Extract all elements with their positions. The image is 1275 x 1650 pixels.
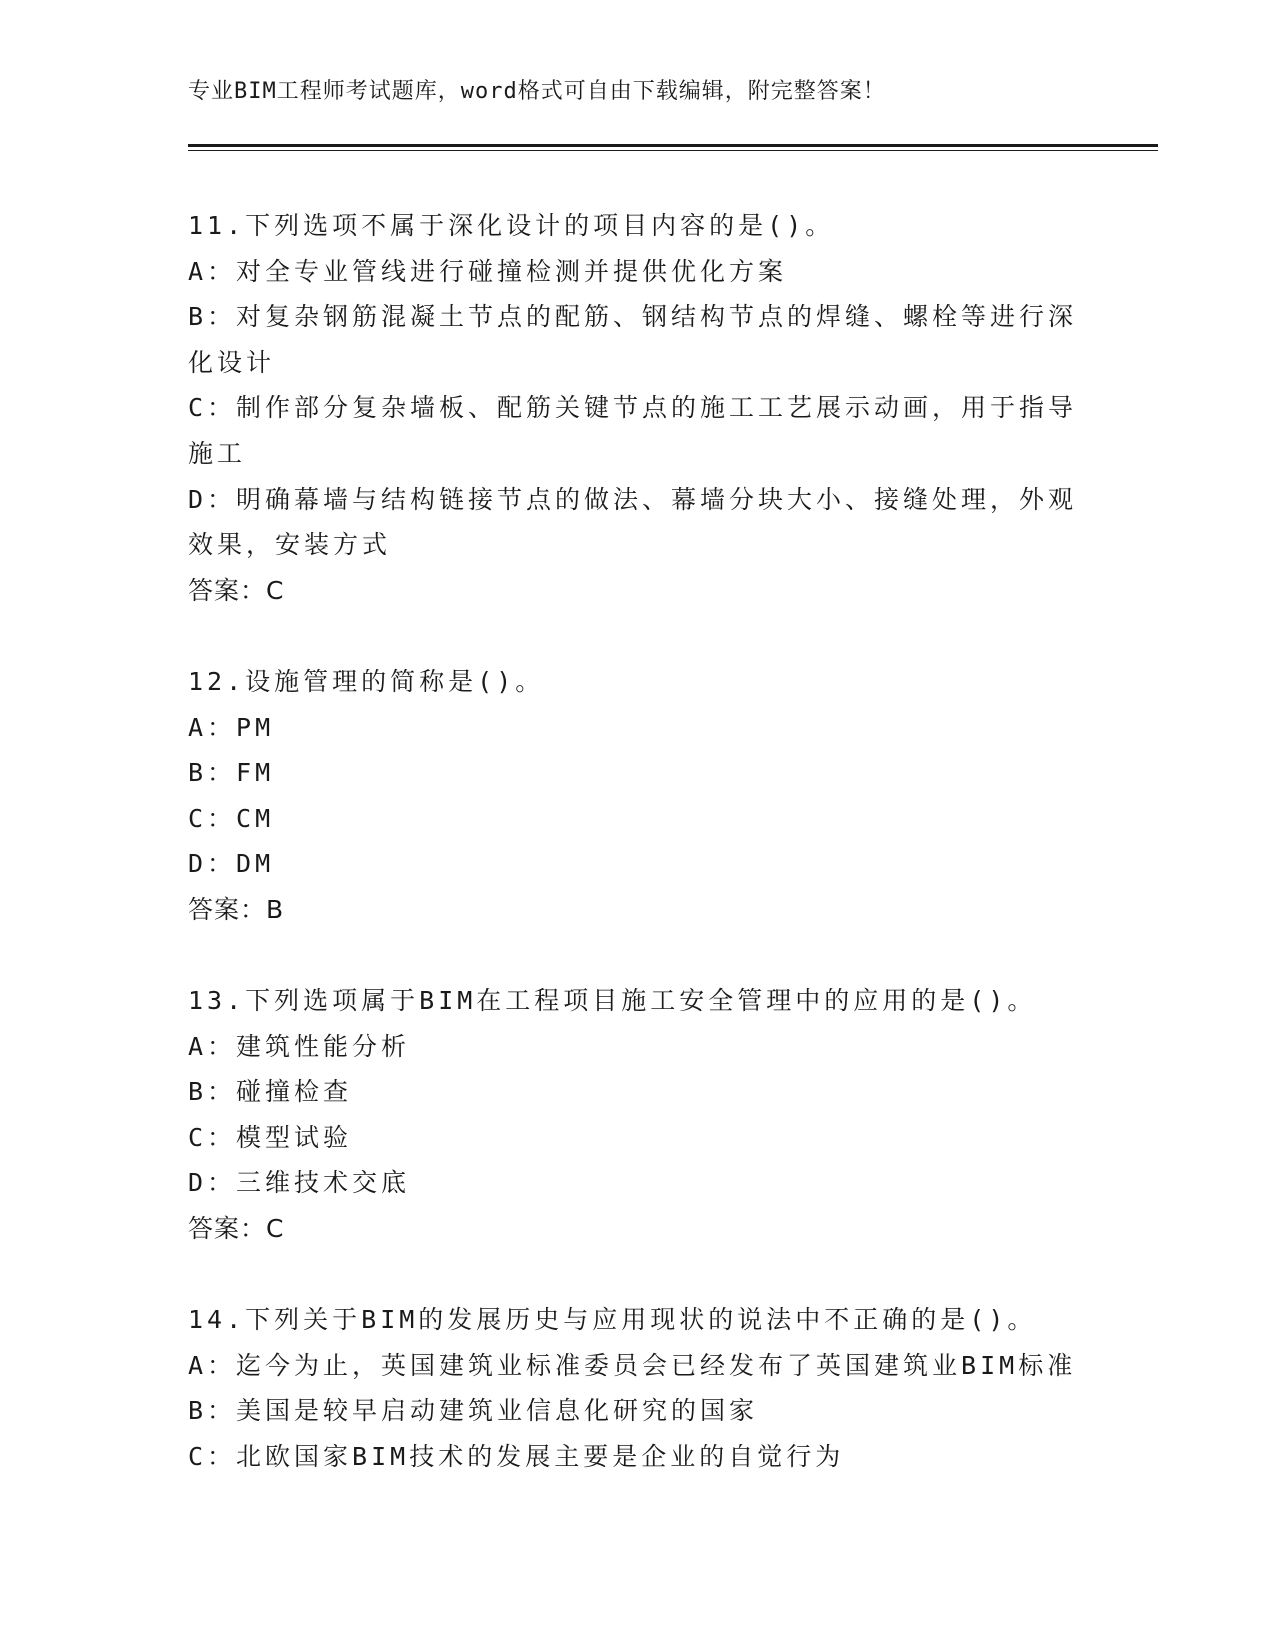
question-list	[188, 203, 1088, 1480]
question-12	[188, 659, 1088, 933]
question-stem: 14.下列关于BIM的发展历史与应用现状的说法中不正确的是()。	[188, 1305, 1037, 1335]
header-divider	[188, 144, 1158, 147]
option-b: B：碰撞检查	[188, 1077, 353, 1107]
page-header: 专业BIM工程师考试题库，word格式可自由下载编辑，附完整答案！	[188, 79, 886, 104]
question-14	[188, 1297, 1088, 1479]
option-b: B：对复杂钢筋混凝土节点的配筋、钢结构节点的焊缝、螺栓等进行深化设计	[188, 302, 1078, 377]
option-a: A：建筑性能分析	[188, 1031, 411, 1061]
question-13	[188, 978, 1088, 1252]
header-divider-thin	[188, 150, 1158, 151]
option-d: D：三维技术交底	[188, 1168, 411, 1198]
question-stem: 13.下列选项属于BIM在工程项目施工安全管理中的应用的是()。	[188, 986, 1037, 1016]
option-b: B：美国是较早启动建筑业信息化研究的国家	[188, 1396, 759, 1426]
option-a: A：PM	[188, 712, 275, 742]
option-a: A：迄今为止，英国建筑业标准委员会已经发布了英国建筑业BIM标准	[188, 1350, 1077, 1380]
option-b: B：FM	[188, 758, 275, 788]
option-c: C：北欧国家BIM技术的发展主要是企业的自觉行为	[188, 1442, 845, 1472]
option-c: C：CM	[188, 803, 275, 833]
option-a: A：对全专业管线进行碰撞检测并提供优化方案	[188, 256, 788, 286]
question-stem: 11.下列选项不属于深化设计的项目内容的是()。	[188, 211, 835, 240]
option-c: C：模型试验	[188, 1122, 353, 1152]
answer: 答案：B	[188, 894, 285, 924]
question-11	[188, 203, 1088, 613]
question-stem: 12.设施管理的简称是()。	[188, 666, 545, 696]
answer: 答案：C	[188, 1214, 285, 1244]
answer: 答案：C	[188, 575, 285, 605]
option-d: D：DM	[188, 849, 275, 879]
option-c: C：制作部分复杂墙板、配筋关键节点的施工工艺展示动画，用于指导施工	[188, 393, 1078, 468]
option-d: D：明确幕墙与结构链接节点的做法、幕墙分块大小、接缝处理，外观效果，安装方式	[188, 484, 1078, 560]
